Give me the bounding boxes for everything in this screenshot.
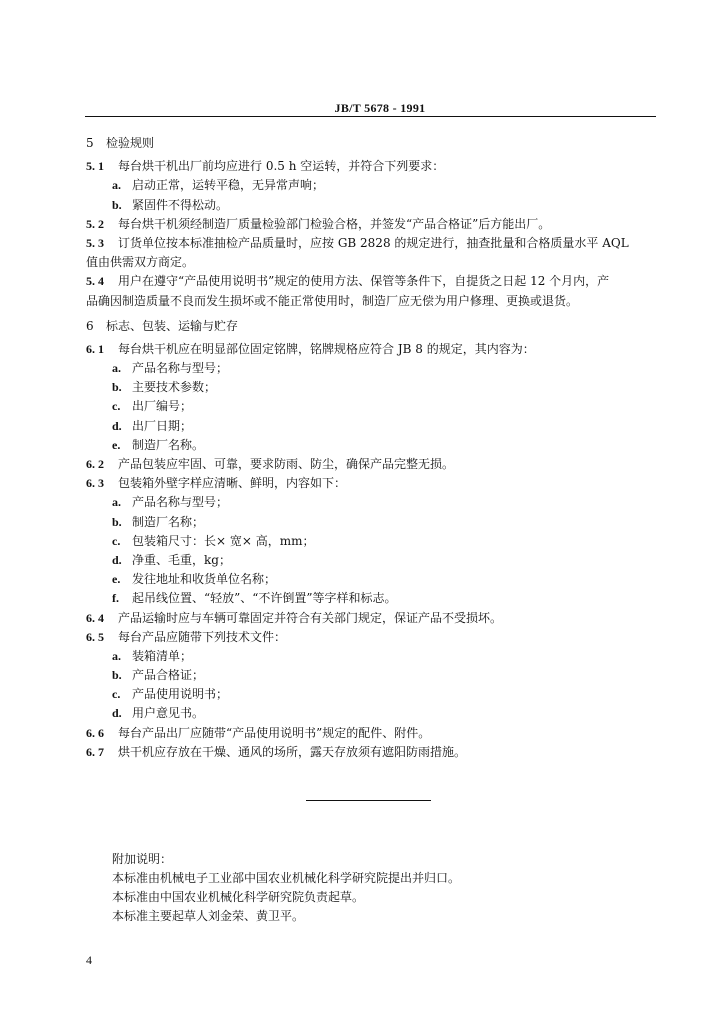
clause-5-1 [86, 157, 658, 176]
page-number: 4 [86, 953, 92, 967]
item-label: f. [112, 591, 119, 606]
clause-5-3 [86, 234, 658, 253]
clause-5-4 [86, 272, 658, 291]
list-item [86, 570, 658, 589]
item-label: e. [112, 572, 121, 587]
clause-text-line-1: 订货单位按本标准抽检产品质量时，应按 GB 2828 的规定进行，抽查批量和合格质量水平 AQL [118, 235, 629, 250]
item-text: 主要技术参数； [132, 380, 217, 395]
list-item [86, 493, 658, 512]
item-text: 净重、毛重，kg； [132, 552, 231, 567]
clause-text: 产品运输时应与车辆可靠固定并符合有关部门规定，保证产品不受损坏。 [118, 610, 503, 625]
list-item [86, 176, 658, 195]
list-item [86, 378, 658, 397]
clause-number: 5. 3 [86, 235, 104, 250]
item-text: 用户意见书。 [132, 706, 205, 721]
list-item [86, 397, 658, 416]
clause-text: 产品包装应牢固、可靠，要求防雨、防尘，确保产品完整无损。 [118, 457, 455, 471]
item-label: a. [112, 178, 121, 193]
item-label: b. [112, 380, 122, 395]
clause-number: 6. 3 [86, 476, 104, 491]
additional-notes [112, 850, 460, 926]
list-item [86, 196, 658, 215]
list-item [86, 417, 658, 436]
item-label: a. [112, 361, 121, 376]
section-title: 检验规则 [106, 136, 155, 150]
list-item [86, 685, 658, 704]
item-label: c. [112, 399, 121, 414]
item-label: a. [112, 648, 121, 663]
list-item [86, 513, 658, 532]
clause-number: 5. 2 [86, 216, 104, 231]
clause-text: 包装箱外壁字样应清晰、鲜明，内容如下： [118, 476, 347, 491]
clause-number: 6. 5 [86, 629, 104, 644]
item-label: c. [112, 533, 121, 548]
notes-line: 本标准由机械电子工业部中国农业机械化科学研究院提出并归口。 [112, 871, 461, 885]
clause-text: 每台烘干机须经制造厂质量检验部门检验合格，并签发“产品合格证”后方能出厂。 [118, 216, 551, 231]
clause-6-7 [86, 743, 658, 762]
notes-title: 附加说明： [112, 852, 173, 866]
clause-text: 每台产品应随带下列技术文件： [118, 629, 287, 644]
clause-6-4 [86, 609, 658, 628]
list-item [86, 704, 658, 723]
clause-6-5 [86, 628, 658, 647]
section-title: 标志、包装、运输与贮存 [106, 318, 239, 333]
clause-text: 每台产品出厂应随带“产品使用说明书”规定的配件、附件。 [118, 725, 431, 740]
clause-6-1 [86, 340, 658, 359]
item-text: 出厂日期； [132, 418, 193, 433]
item-label: c. [112, 687, 121, 702]
list-item [86, 551, 658, 570]
clause-6-3 [86, 474, 658, 493]
notes-line: 本标准由中国农业机械化科学研究院负责起草。 [112, 890, 365, 904]
item-text: 产品名称与型号； [132, 361, 229, 376]
clause-6-6 [86, 724, 658, 743]
item-text: 启动正常，运转平稳，无异常声响； [132, 178, 325, 193]
clause-number: 6. 6 [86, 725, 104, 740]
item-label: b. [112, 197, 122, 212]
clause-text: 烘干机应存放在干燥、通风的场所，露天存放须有遮阳防雨措施。 [118, 744, 467, 759]
section-number: 5 [86, 136, 94, 150]
clause-5-3-continuation: 值由供需双方商定。 [86, 255, 195, 270]
item-text: 发往地址和收货单位名称； [132, 572, 277, 587]
list-item [86, 589, 658, 608]
standard-code-header: JB/T 5678 - 1991 [334, 101, 426, 115]
clause-6-2 [86, 455, 658, 474]
list-item [86, 666, 658, 685]
item-text: 出厂编号； [132, 399, 193, 414]
clause-number: 6. 2 [86, 457, 104, 471]
item-text: 包装箱尺寸：长× 宽× 高，mm； [132, 533, 315, 548]
clause-text-line-1: 用户在遵守“产品使用说明书”规定的使用方法、保管等条件下，自提货之日起 12 个月内，产 [118, 274, 610, 289]
item-text: 制造厂名称； [132, 514, 205, 529]
item-label: e. [112, 437, 121, 452]
item-label: b. [112, 668, 122, 683]
header-rule [85, 116, 656, 117]
item-label: b. [112, 514, 122, 529]
item-text: 装箱清单； [132, 648, 193, 663]
document-body [86, 128, 658, 762]
clause-text: 每台烘干机出厂前均应进行 0.5 h 空运转，并符合下列要求： [118, 159, 445, 174]
item-label: a. [112, 495, 121, 510]
list-item [86, 359, 658, 378]
section-5-heading [86, 134, 658, 153]
clause-number: 6. 7 [86, 744, 104, 759]
clause-number: 6. 1 [86, 341, 104, 356]
item-text: 起吊线位置、“轻放”、“不许倒置”等字样和标志。 [132, 591, 397, 606]
item-label: d. [112, 418, 122, 433]
clause-number: 5. 1 [86, 159, 104, 174]
list-item [86, 436, 658, 455]
item-label: d. [112, 706, 122, 721]
item-text: 产品使用说明书； [132, 687, 229, 702]
section-number: 6 [86, 318, 94, 333]
item-text: 紧固件不得松动。 [132, 197, 229, 212]
list-item [86, 532, 658, 551]
clause-number: 5. 4 [86, 274, 104, 289]
clause-5-2 [86, 215, 658, 234]
notes-line: 本标准主要起草人刘金荣、黄卫平。 [112, 909, 305, 923]
item-text: 产品名称与型号； [132, 495, 229, 510]
section-6-heading [86, 317, 658, 336]
item-text: 产品合格证； [132, 668, 205, 683]
clause-number: 6. 4 [86, 610, 104, 625]
end-of-text-rule [306, 800, 431, 801]
item-text: 制造厂名称。 [132, 437, 205, 452]
list-item [86, 647, 658, 666]
clause-5-4-continuation: 品确因制造质量不良而发生损坏或不能正常使用时，制造厂应无偿为用户修理、更换或退货。 [86, 293, 579, 308]
item-label: d. [112, 552, 122, 567]
clause-text: 每台烘干机应在明显部位固定铭牌，铭牌规格应符合 JB 8 的规定，其内容为： [118, 341, 535, 356]
